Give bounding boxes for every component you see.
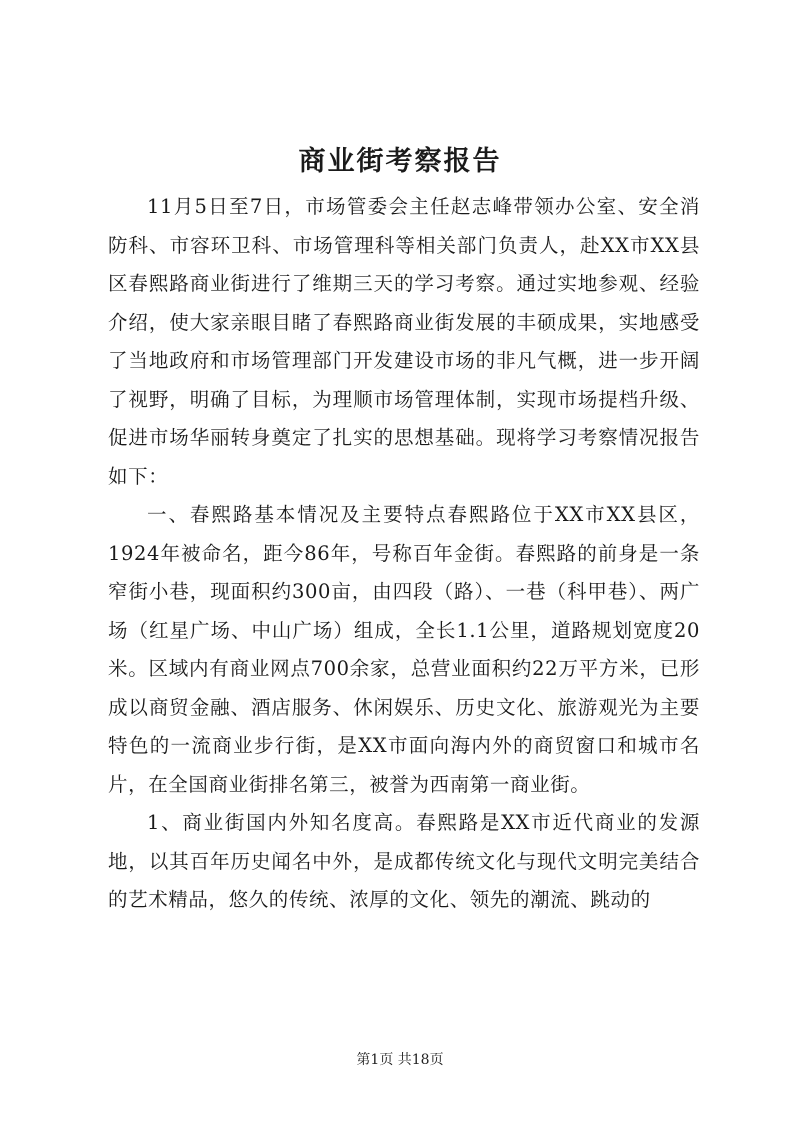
- paragraph-section-one: 一、春熙路基本情况及主要特点春熙路位于XX市XX县区，1924年被命名，距今86年，号称百年金街。春熙路的前身是一条窄街小巷，现面积约300亩，由四段（路）、一巷（科甲巷）、两广场（红星广场、中山广场）组成，全长1.1公里，道路规划宽度20米。区域内有商业网点700余家，总营业面积约22万平方米，已形成以商贸金融、酒店服务、休闲娱乐、历史文化、旅游观光为主要特色的一流商业步行街，是XX市面向海内外的商贸窗口和城市名片，在全国商业街排名第三，被誉为西南第一商业街。: [108, 503, 700, 796]
- page-number-footer: 第1页 共18页: [356, 1052, 444, 1068]
- document-body: [108, 188, 700, 920]
- paragraph-intro: 11月5日至7日，市场管委会主任赵志峰带领办公室、安全消防科、市容环卫科、市场管理科等相关部门负责人，赴XX市XX县区春熙路商业街进行了维期三天的学习考察。通过实地参观、经验介绍，使大家亲眼目睹了春熙路商业街发展的丰硕成果，实地感受了当地政府和市场管理部门开发建设市场的非凡气概，进一步开阔了视野，明确了目标，为理顺市场管理体制，实现市场提档升级、促进市场华丽转身奠定了扎实的思想基础。现将学习考察情况报告如下：: [108, 195, 700, 488]
- paragraph-point-one: 1、商业街国内外知名度高。春熙路是XX市近代商业的发源地，以其百年历史闻名中外，是成都传统文化与现代文明完美结合的艺术精品，悠久的传统、浓厚的文化、领先的潮流、跳动的: [108, 811, 700, 911]
- document-title: 商业街考察报告: [298, 146, 502, 177]
